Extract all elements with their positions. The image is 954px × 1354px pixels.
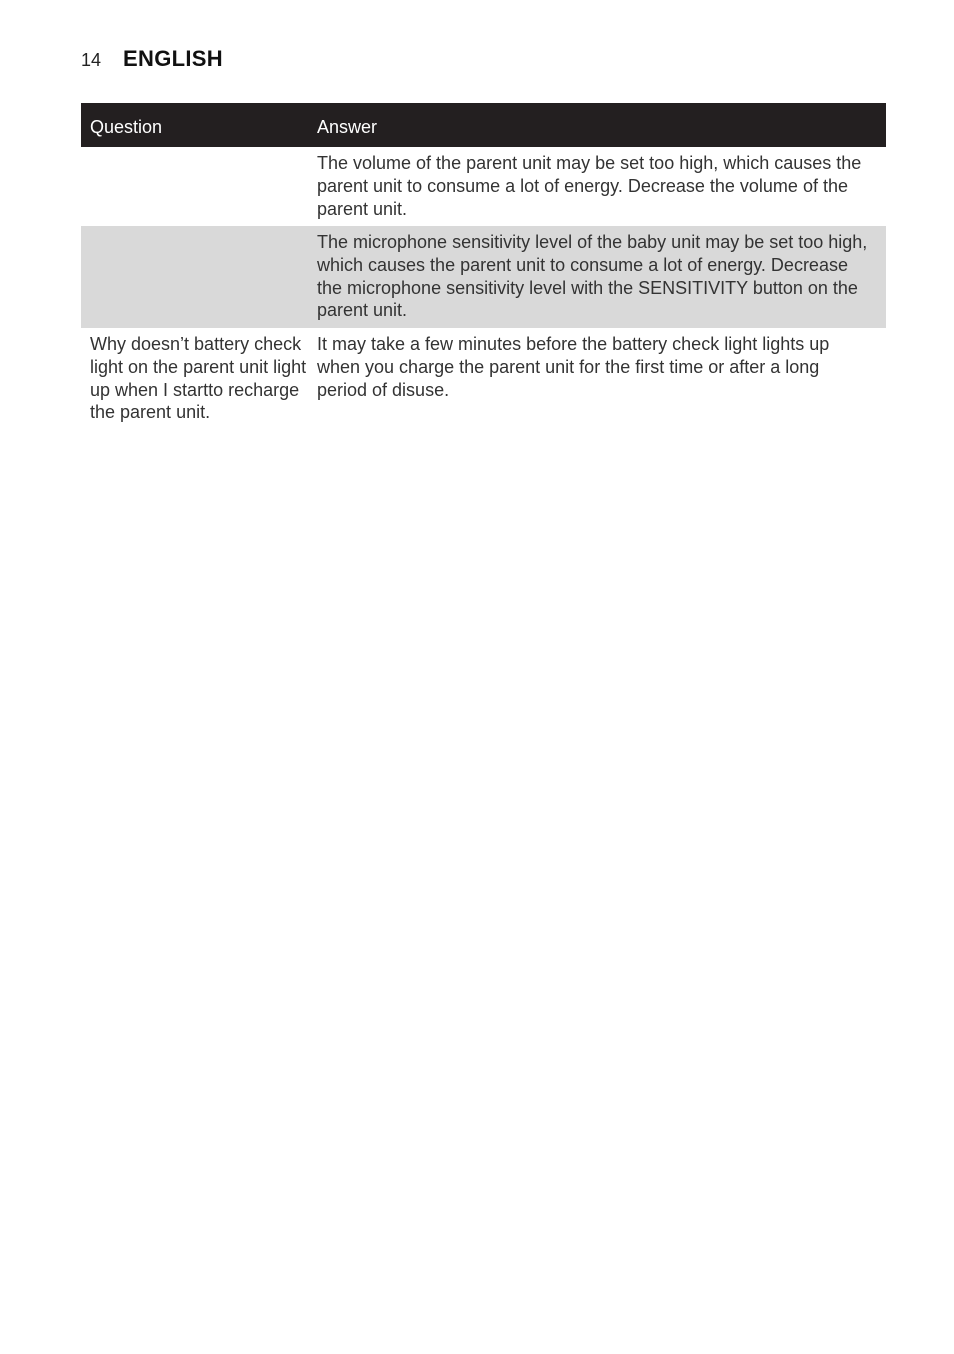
column-header-answer: Answer	[317, 117, 378, 137]
page-number: 14	[81, 50, 102, 70]
column-header-question: Question	[90, 117, 163, 137]
answer-cell: The microphone sensitivity level of the baby unit may be set too high, which causes the parent unit to consume a lot of energy. Decrease the microphone sensitivity level with the SENSITIVITY button on the parent unit.	[317, 232, 868, 321]
troubleshooting-table	[81, 103, 886, 430]
page-header	[81, 46, 223, 72]
question-cell	[81, 231, 317, 322]
table-row	[81, 147, 886, 226]
answer-cell: It may take a few minutes before the battery check light lights up when you charge the parent unit for the first time or after a long period of disuse.	[317, 334, 830, 400]
table-row	[81, 328, 886, 430]
question-cell: Why doesn’t battery check light on the parent unit light up when I startto recharge the parent unit.	[90, 334, 307, 423]
table-row	[81, 226, 886, 328]
section-title: ENGLISH	[123, 46, 223, 71]
question-cell	[81, 152, 317, 220]
table-header-row	[81, 103, 886, 147]
answer-cell: The volume of the parent unit may be set too high, which causes the parent unit to consume a lot of energy. Decrease the volume of the parent unit.	[317, 153, 862, 219]
